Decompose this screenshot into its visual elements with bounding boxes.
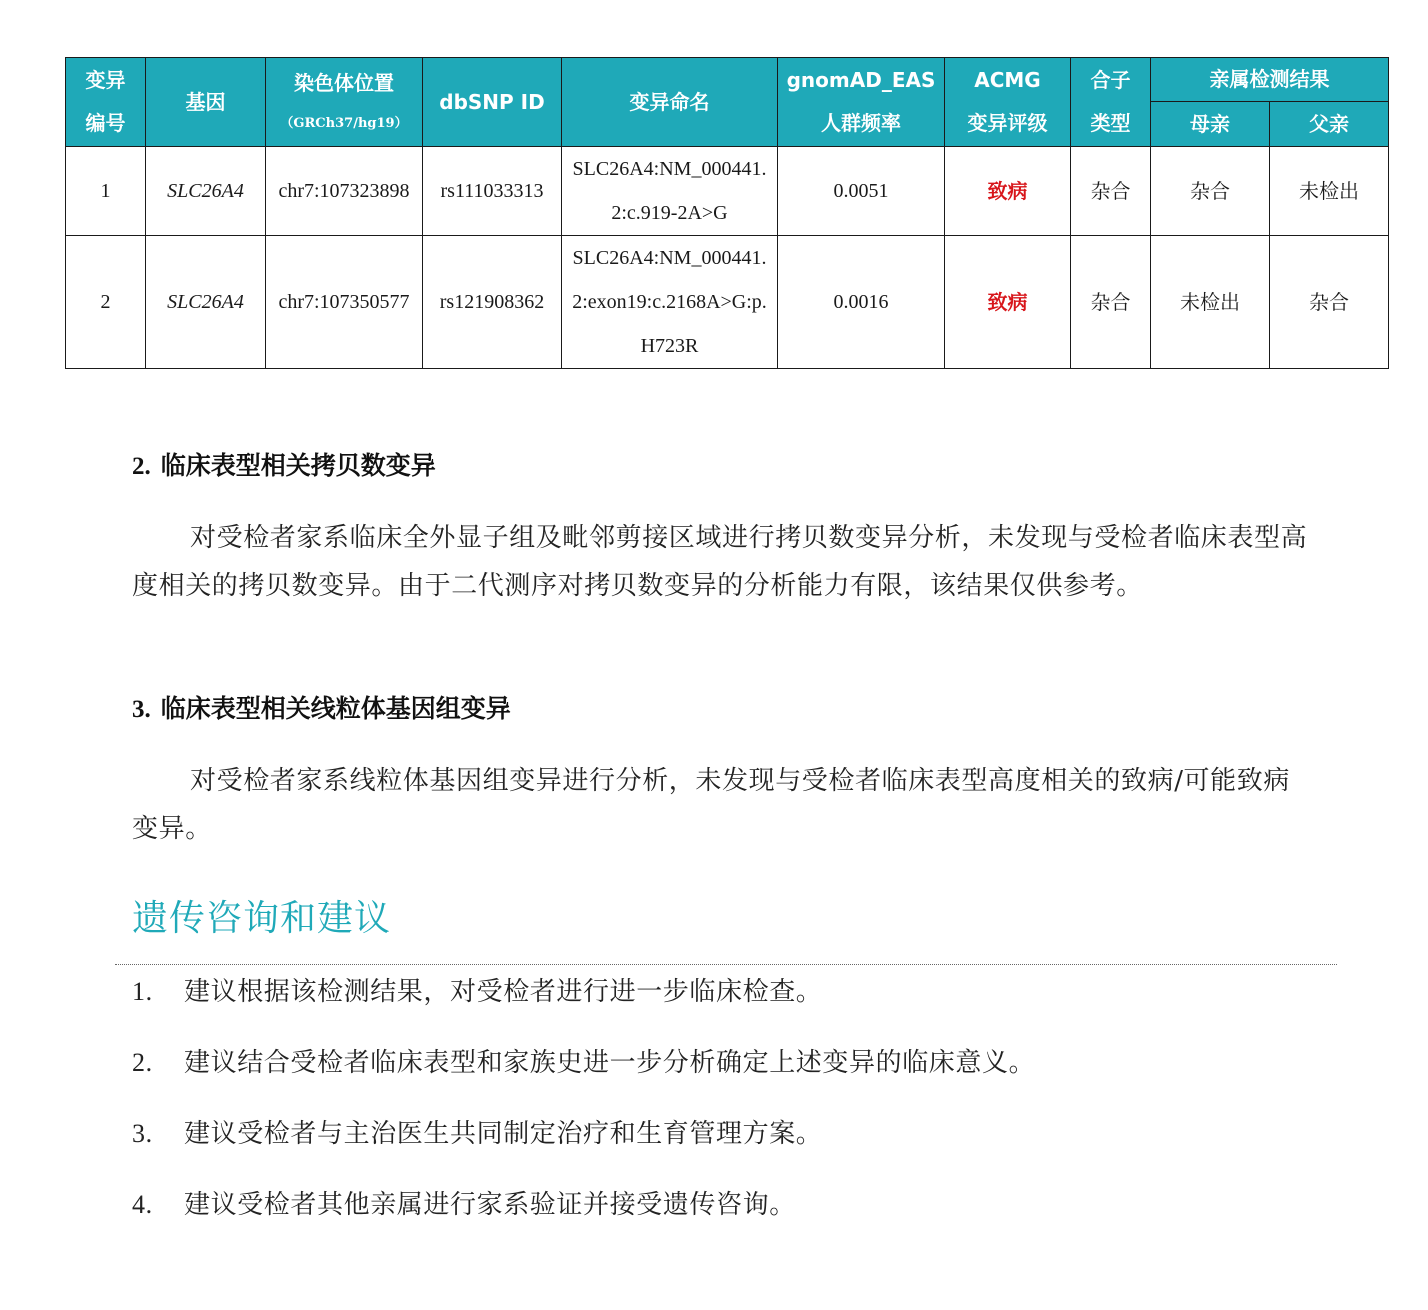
- cell-dbsnp: rs111033313: [423, 147, 562, 236]
- section-2-number: 2.: [132, 453, 151, 480]
- list-item: 3. 建议受检者与主治医生共同制定治疗和生育管理方案。: [132, 1119, 823, 1149]
- list-item: 4. 建议受检者其他亲属进行家系验证并接受遗传咨询。: [132, 1190, 796, 1220]
- section-2-heading: [132, 449, 436, 484]
- cell-variant-name: SLC26A4:NM_000441.2:exon19:c.2168A>G:p.H723R: [562, 236, 778, 369]
- section-3-title: 临床表型相关线粒体基因组变异: [160, 694, 511, 723]
- section-2-title: 临床表型相关拷贝数变异: [160, 451, 436, 480]
- header-zygosity: 合子 类型: [1071, 58, 1151, 147]
- cell-variant-name: SLC26A4:NM_000441.2:c.919-2A>G: [562, 147, 778, 236]
- list-item: 2. 建议结合受检者临床表型和家族史进一步分析确定上述变异的临床意义。: [132, 1048, 1036, 1078]
- table-row: [66, 147, 1389, 236]
- cell-dbsnp: rs121908362: [423, 236, 562, 369]
- cell-mother: 未检出: [1151, 236, 1270, 369]
- table-row: [66, 236, 1389, 369]
- header-gnomad: gnomAD_EAS 人群频率: [778, 58, 945, 147]
- header-acmg: ACMG 变异评级: [945, 58, 1071, 147]
- cell-position: chr7:107350577: [266, 236, 423, 369]
- section-3-number: 3.: [132, 696, 151, 723]
- cell-position: chr7:107323898: [266, 147, 423, 236]
- cell-variant-no: 2: [66, 236, 146, 369]
- cell-variant-no: 1: [66, 147, 146, 236]
- header-variant-no: 变异 编号: [66, 58, 146, 147]
- header-chrom-position: 染色体位置 （GRCh37/hg19）: [266, 58, 423, 147]
- section-3-heading: [132, 692, 511, 727]
- cell-gene: SLC26A4: [146, 236, 266, 369]
- counseling-title: 遗传咨询和建议: [132, 898, 392, 939]
- cell-acmg: 致病: [945, 147, 1071, 236]
- section-2-body: 对受检者家系临床全外显子组及毗邻剪接区域进行拷贝数变异分析，未发现与受检者临床表型高度相关的拷贝数变异。由于二代测序对拷贝数变异的分析能力有限，该结果仅供参考。: [132, 523, 1308, 601]
- list-item: 1. 建议根据该检测结果，对受检者进行进一步临床检查。: [132, 977, 823, 1007]
- header-family-results: 亲属检测结果: [1151, 58, 1389, 102]
- header-gene: 基因: [146, 58, 266, 147]
- cell-father: 未检出: [1270, 147, 1389, 236]
- header-dbsnp: dbSNP ID: [423, 58, 562, 147]
- section-divider: [115, 964, 1337, 965]
- header-mother: 母亲: [1151, 102, 1270, 147]
- header-father: 父亲: [1270, 102, 1389, 147]
- cell-gnomad: 0.0051: [778, 147, 945, 236]
- cell-zygosity: 杂合: [1071, 147, 1151, 236]
- cell-father: 杂合: [1270, 236, 1389, 369]
- cell-zygosity: 杂合: [1071, 236, 1151, 369]
- cell-acmg: 致病: [945, 236, 1071, 369]
- advice-list: [132, 970, 1035, 1254]
- cell-gene: SLC26A4: [146, 147, 266, 236]
- variant-table: [65, 57, 1389, 369]
- cell-mother: 杂合: [1151, 147, 1270, 236]
- cell-gnomad: 0.0016: [778, 236, 945, 369]
- header-variant-name: 变异命名: [562, 58, 778, 147]
- section-3-body: 对受检者家系线粒体基因组变异进行分析，未发现与受检者临床表型高度相关的致病/可能致病变异。: [132, 766, 1290, 844]
